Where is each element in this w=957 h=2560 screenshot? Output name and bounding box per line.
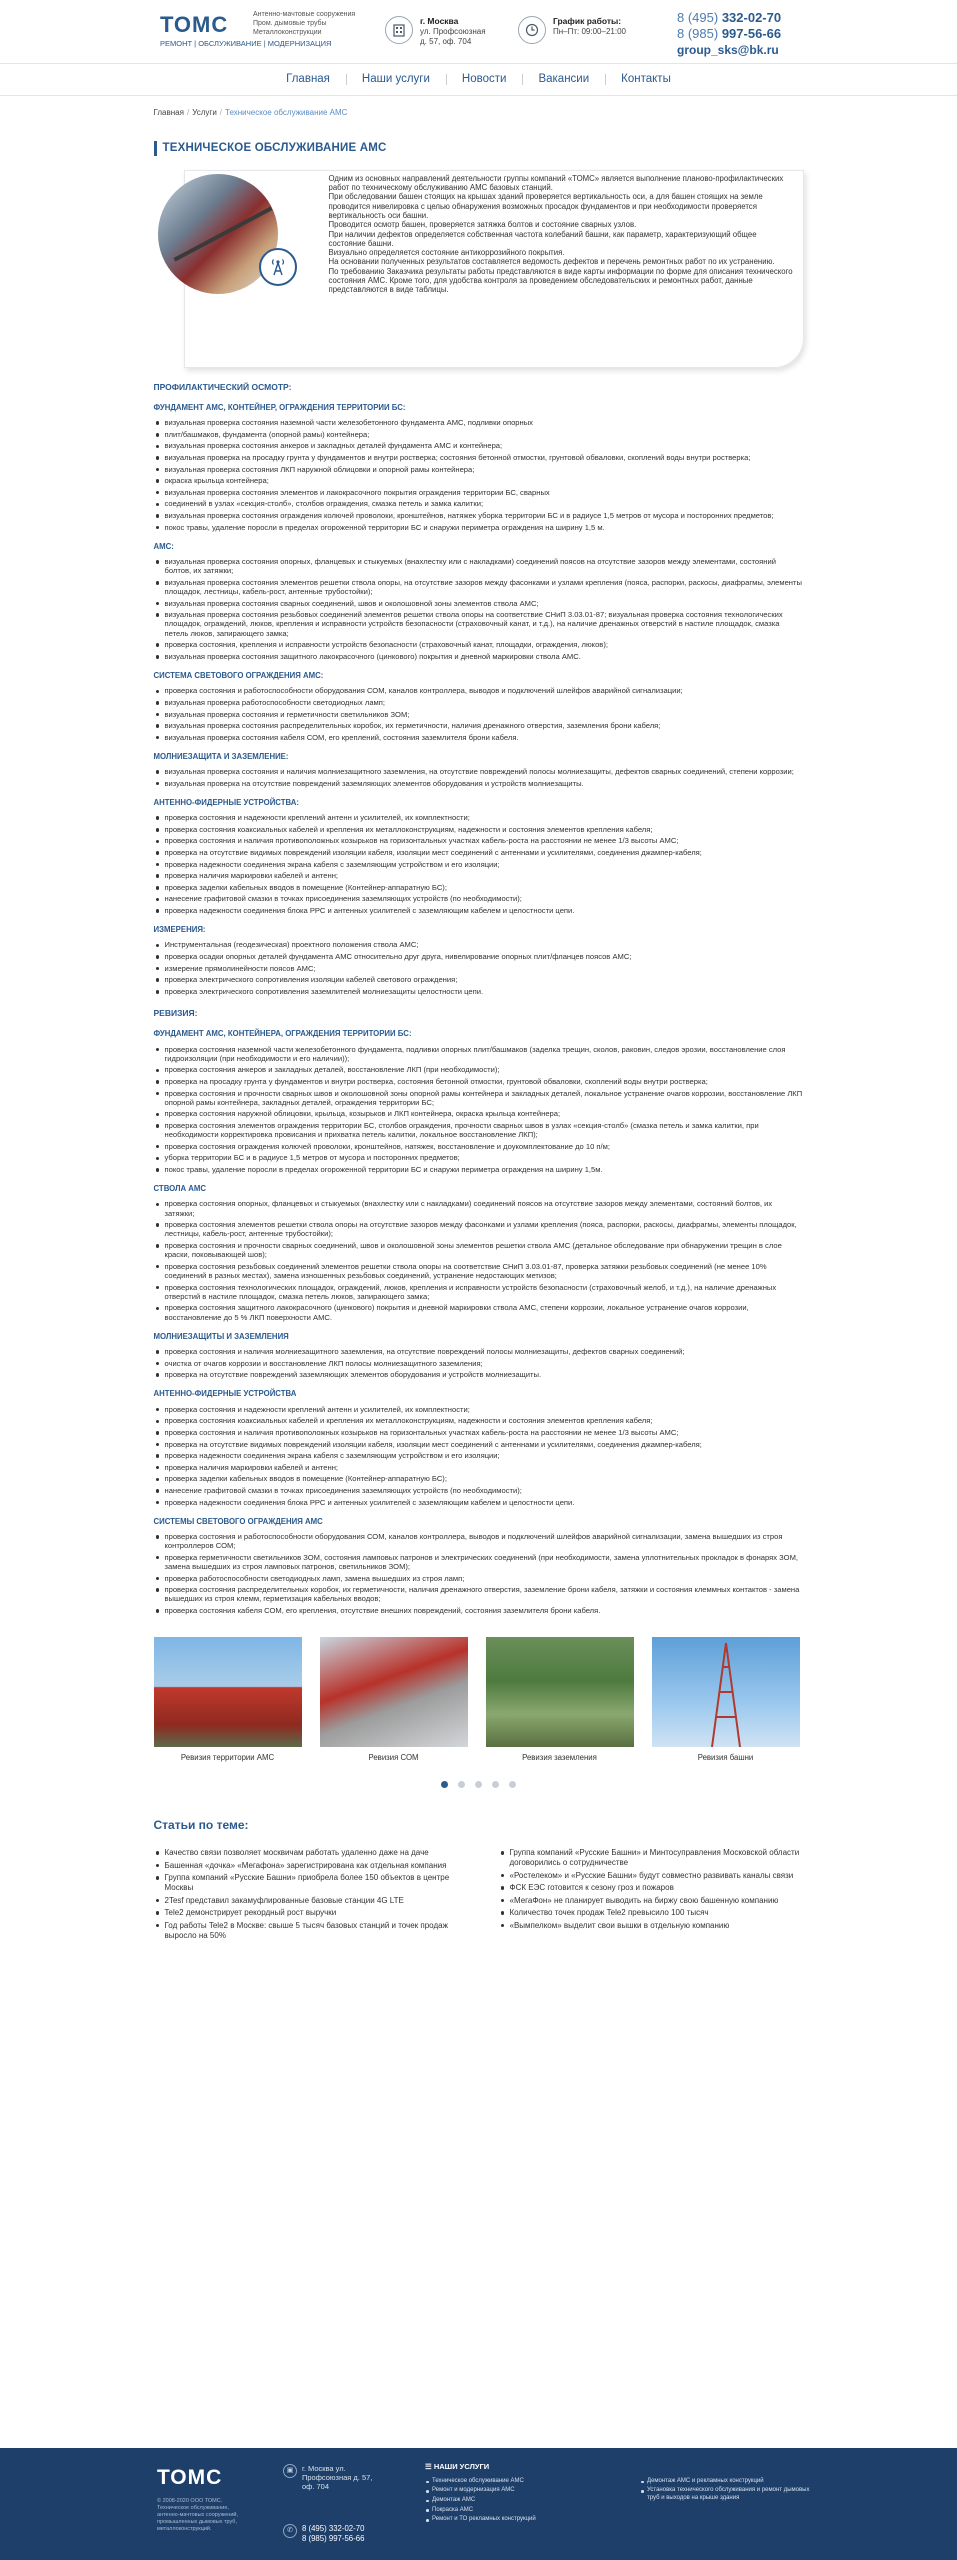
gallery-dot[interactable] <box>509 1781 516 1788</box>
intro-block <box>154 170 804 370</box>
footer-phone[interactable]: 8 (985) 997-56-66 <box>302 2533 365 2543</box>
list-icon: ☰ <box>425 2462 432 2471</box>
email-link[interactable]: group_sks@bk.ru <box>677 43 779 57</box>
list-item: покос травы, удаление поросли в пределах огороженной территории БС и снаружи периметра ограждения на ширину 1,5 м. <box>154 523 804 532</box>
article-link[interactable]: «МегаФон» не планирует выводить на биржу свою башенную компанию <box>499 1896 804 1906</box>
group-list <box>154 813 804 915</box>
list-item: проверка состояния наземной части железобетонного фундамента, подливки опорных плит/башмаков (заделка трещин, сколов, раковин, следов эрозии, восстановление слоя гидроизоляции (при необходимости и его наличии)); <box>154 1045 804 1063</box>
list-item: проверка состояния опорных, фланцевых и стыкуемых (внахлестку или с накладками) соединений поясов на отсутствие зазоров между элементами, состояний болтов, их затяжки; <box>154 1199 804 1217</box>
list-item: проверка работоспособности светодиодных ламп, замена вышедших из строя ламп; <box>154 1574 804 1583</box>
list-item: проверка герметичности светильников ЗОМ, состояния ламповых патронов и электрических соединений (при необходимости, замена уплотнительных прокладок в фонарях ЗОМ, замена вышедших из строя ламповых патронов, светильников ЗОМ); <box>154 1553 804 1571</box>
group-heading: ФУНДАМЕНТ АМС, КОНТЕЙНЕРА, ОГРАЖДЕНИЯ ТЕРРИТОРИИ БС: <box>153 1029 412 1039</box>
list-item: проверка состояния и работоспособности оборудования СОМ, каналов контроллера, выводов и подключений шлейфов аварийной сигнализации; <box>154 686 804 695</box>
list-item: проверка на отсутствие видимых повреждений изоляции кабеля, изоляции мест соединений с антеннами и усилителями, соединения джампер-кабеля; <box>154 1440 804 1449</box>
list-item: проверка состояния защитного лакокрасочного (цинкового) покрытия и дневной маркировки ствола АМС, степени коррозии, локальное устранение очагов коррозии, восстановление до 5 % ЛКП поверхности АМС. <box>154 1303 804 1321</box>
gallery-image <box>486 1637 634 1747</box>
list-item: проверка состояния коаксиальных кабелей и крепления их металлоконструкциям, надежности и состояния элементов крепления кабеля; <box>154 825 804 834</box>
footer-service-link[interactable]: Демонтаж АМС и рекламных конструкций <box>640 2478 815 2486</box>
list-item: проверка на отсутствие повреждений заземляющих элементов оборудования и устройств молниезащиты. <box>154 1370 804 1379</box>
footer-service-link[interactable]: Покраска АМС <box>425 2507 600 2515</box>
antenna-icon <box>259 248 297 286</box>
footer-service-link[interactable]: Ремонт и модернизация АМС <box>425 2487 600 2495</box>
list-item: соединений в узлах «секция-столб», столбов ограждения, смазка петель и замка калитки; <box>154 499 804 508</box>
list-item: проверка электрического сопротивления изоляции кабелей светового ограждения; <box>154 975 804 984</box>
group-heading: СИСТЕМА СВЕТОВОГО ОГРАЖДЕНИЯ АМС: <box>153 671 324 681</box>
nav-item-news[interactable]: Новости <box>446 72 523 87</box>
list-item: проверка состояния, крепления и исправности устройств безопасности (страховочный канат, площадки, ограждения, люков); <box>154 640 804 649</box>
footer-phone[interactable]: 8 (495) 332-02-70 <box>302 2524 365 2533</box>
list-item: визуальная проверка состояния элементов решетки ствола опоры, на отсутствие зазоров между фасонками и узлами крепления (пояса, распорки, раскосы, диафрагмы, элементы площадок, лестницы, кабель-рост, антенные трубостойки); <box>154 578 804 596</box>
group-heading: СТВОЛА АМС <box>153 1184 207 1194</box>
gallery-item[interactable] <box>486 1637 634 1763</box>
intro-paragraph: Визуально определяется состояние антикоррозийного покрытия. <box>328 248 565 258</box>
section-heading: РЕВИЗИЯ: <box>153 1008 198 1019</box>
article-link[interactable]: Группа компаний «Русские Башни» и Минтосуправления Московской области договорились о сотрудничестве <box>499 1848 804 1868</box>
group-heading: МОЛНИЕЗАЩИТЫ И ЗАЗЕМЛЕНИЯ <box>153 1331 289 1341</box>
article-link[interactable]: 2Tesf представил закамуфлированные базовые станции 4G LTE <box>154 1896 459 1906</box>
group-list <box>154 940 804 996</box>
group-list <box>154 1532 804 1615</box>
footer-services <box>425 2462 815 2526</box>
gallery-item[interactable] <box>320 1637 468 1763</box>
clock-icon <box>518 16 546 44</box>
list-item: визуальная проверка состояния ЛКП наружной облицовки и опорной рамы контейнера; <box>154 465 804 474</box>
group-list <box>154 418 804 532</box>
list-item: проверка состояния коаксиальных кабелей и крепления их металлоконструкциям, надежности и состояния элементов крепления кабеля; <box>154 1416 804 1425</box>
phone-number: 332-02-70 <box>721 10 782 25</box>
gallery-item[interactable] <box>652 1637 800 1763</box>
header-schedule <box>518 16 626 44</box>
list-item: покос травы, удаление поросли в пределах огороженной территории БС и снаружи периметра ограждения на ширину 1,5м. <box>154 1165 804 1174</box>
list-item: проверка надежности соединения экрана кабеля с заземляющим устройством и его изоляции; <box>154 1451 804 1460</box>
footer-service-link[interactable]: Установка технического обслуживания и ремонт дымовых труб и выходов на крыше здания <box>640 2487 815 2502</box>
list-item: проверка на отсутствие видимых повреждений изоляции кабеля, изоляции мест соединений с антеннами и усилителями, соединения джампер-кабеля; <box>154 848 804 857</box>
breadcrumb-services[interactable]: Услуги <box>192 108 217 117</box>
related-articles <box>154 1818 804 1943</box>
list-item: проверка наличия маркировки кабелей и антенн; <box>154 871 804 880</box>
footer-copyright: © 2008-2020 ООО ТОМС. Техническое обслуживание, антенно-мачтовых сооружений, промышленных дымовых труб, металлоконструкций. <box>157 2498 239 2532</box>
gallery-dot[interactable] <box>492 1781 499 1788</box>
list-item: проверка состояния технологических площадок, ограждений, люков, крепления и исправности устройств безопасности (страховочный желоб, и т.д.), на наличие дренажных отверстий в настиле площадок, смазка петель люков, запирающего замка; <box>154 1283 804 1301</box>
list-item: проверка заделки кабельных вводов в помещение (Контейнер-аппаратную БС); <box>154 883 804 892</box>
list-item: проверка состояния распределительных коробок, их герметичности, наличия дренажного отверстия, заземление брони кабеля, затяжки и состояния клеммных контактов - замена вышедших из строя клемм, герметизация кабельных вводов; <box>154 1585 804 1603</box>
footer-address <box>283 2464 377 2491</box>
building-icon: ▣ <box>283 2464 297 2478</box>
list-item: проверка надежности соединения экрана кабеля с заземляющим устройством и его изоляции; <box>154 860 804 869</box>
intro-paragraph: На основании полученных результатов составляется ведомость дефектов и перечень ремонтных работ по их устранению. <box>328 257 775 267</box>
list-item: проверка состояния наружной облицовки, крыльца, козырьков и ЛКП контейнера, окраска крыльца контейнера; <box>154 1109 804 1118</box>
footer-services-right <box>640 2478 815 2526</box>
list-item: проверка надежности соединения блока РРС и антенных усилителей с заземляющим кабелем и целостности цепи. <box>154 906 804 915</box>
list-item: визуальная проверка состояния анкеров и закладных деталей фундамента АМС и контейнера; <box>154 441 804 450</box>
group-list <box>154 1199 804 1321</box>
gallery-image <box>154 1637 302 1747</box>
group-heading: АМС: <box>153 541 174 551</box>
gallery-dot[interactable] <box>458 1781 465 1788</box>
intro-paragraph: При наличии дефектов определяется собственная частота колебаний башни, как параметр, характеризующий общее состояние башни. <box>328 229 757 248</box>
article-link[interactable]: Группа компаний «Русские Башни» приобрела более 150 объектов в центре Москвы <box>154 1873 459 1893</box>
gallery-caption: Ревизия башни <box>697 1753 754 1763</box>
group-list <box>154 557 804 661</box>
service-sections <box>154 382 804 1615</box>
list-item: проверка состояния элементов решетки ствола опоры на отсутствие зазоров между фасонками и узлами крепления (пояса, распорки, раскосы, диафрагмы, элементы площадок, лестницы, кабель-рост, антенные трубостойки); <box>154 1220 804 1238</box>
footer-services-left <box>425 2478 600 2526</box>
list-item: нанесение графитовой смазки в точках присоединения заземляющих устройств (по необходимости); <box>154 894 804 903</box>
article-link[interactable]: «Вымпелком» выделит свои вышки в отдельную компанию <box>499 1921 804 1931</box>
phone-prefix: 8 (495) <box>677 10 719 25</box>
intro-paragraph: Одним из основных направлений деятельности группы компаний «ТОМС» является выполнение планово-профилактических работ по техническому обслуживанию АМС базовых станций. <box>328 173 784 193</box>
schedule-title: График работы: <box>553 16 622 26</box>
list-item: проверка состояния элементов ограждения территории БС, столбов ограждения, прочности сварных швов в узлах «секция-столб» (смазка петель и замка калитки, при необходимости корректировка провисания и прихватка петель калитки, локальное восстановление ЛКП); <box>154 1121 804 1139</box>
list-item: проверка состояния и надежности креплений антенн и усилителей, их комплектности; <box>154 813 804 822</box>
list-item: проверка состояния кабеля СОМ, его крепления, отсутствие внешних повреждений, состояния заземлителя брони кабеля. <box>154 1606 804 1615</box>
intro-paragraph: По требованию Заказчика результаты работы представляются в виде карты информации по форме для описания технического состояния АМС. Кроме того, для удобства контроля за проведением обследовательских и ремонтных работ, данные представляются в виде таблицы. <box>328 266 793 295</box>
list-item: визуальная проверка на просадку грунта у фундаментов и внутри ростверка; состояния бетонной отмостки, грунтовой обваловки, скоплений воды внутри ростверка; <box>154 453 804 462</box>
phone-link[interactable] <box>677 26 781 42</box>
group-list <box>154 686 804 742</box>
list-item: проверка состояния и наличия противоположных козырьков на горизонтальных участках кабель-роста на расстоянии не менее 1/3 высоты АМС; <box>154 836 804 845</box>
nav-item-contacts[interactable]: Контакты <box>605 72 687 87</box>
list-item: уборка территории БС и в радиусе 1,5 метров от мусора и посторонних предметов; <box>154 1153 804 1162</box>
nav-item-services[interactable]: Наши услуги <box>346 72 446 87</box>
article-link[interactable]: Качество связи позволяет москвичам работать удаленно даже на даче <box>154 1848 459 1858</box>
address-line: ул. Профсоюзная <box>420 27 486 36</box>
list-item: проверка состояния и прочности сварных соединений, швов и околошовной зоны элементов решетки ствола АМС (детальное обследование при обнаружении трещин в слое краски, поковывающей шов); <box>154 1241 804 1259</box>
header-tagline <box>253 10 363 37</box>
tagline-line: Антенно-мачтовые сооружения <box>253 11 356 18</box>
footer-address-text: г. Москва ул. Профсоюзная д. 57, оф. 704 <box>302 2464 373 2491</box>
gallery-image <box>652 1637 800 1747</box>
article-link[interactable]: Tele2 демонстрирует рекордный рост выручки <box>154 1908 459 1918</box>
list-item: визуальная проверка состояния сварных соединений, швов и околошовной зоны элементов ствола АМС; <box>154 599 804 608</box>
phone-icon: ✆ <box>283 2524 297 2538</box>
group-list <box>154 767 804 788</box>
list-item: Инструментальная (геодезическая) проектного положения ствола АМС; <box>154 940 804 949</box>
articles-title: Статьи по теме: <box>153 1818 249 1833</box>
page-title: ТЕХНИЧЕСКОЕ ОБСЛУЖИВАНИЕ АМС <box>154 141 804 156</box>
list-item: визуальная проверка работоспособности светодиодных ламп; <box>154 698 804 707</box>
breadcrumb-home[interactable]: Главная <box>153 108 184 117</box>
group-list <box>154 1347 804 1379</box>
footer-phones <box>283 2524 364 2543</box>
group-list <box>154 1405 804 1507</box>
header-address <box>385 16 486 47</box>
intro-paragraph: Проводится осмотр башен, проверяется затяжка болтов и состояние сварных узлов. <box>328 220 637 230</box>
service-section <box>154 1008 804 1615</box>
phone-prefix: 8 (985) <box>677 26 719 41</box>
group-heading: АНТЕННО-ФИДЕРНЫЕ УСТРОЙСТВА: <box>153 797 299 807</box>
list-item: визуальная проверка состояния распределительных коробок, их герметичности, наличия дренажного отверстия, заземления брони кабеля; <box>154 721 804 730</box>
list-item: нанесение графитовой смазки в точках присоединения заземляющих устройств (по необходимости); <box>154 1486 804 1495</box>
intro-paragraph: При обследовании башен стоящих на крышах зданий проверяется вертикальность оси, а для башен стоящих на земле проводится нивелировка с целью обнаружения возможных просадок фундаментов и при необходимости проверяется вертикальность оси башни. <box>328 192 763 220</box>
intro-photo <box>158 174 278 294</box>
list-item: визуальная проверка состояния ограждения колючей проволоки, кронштейнов, натяжек уборка территории БС и в радиусе 1,5 метров от мусора и посторонних предметов; <box>154 511 804 520</box>
photo-gallery <box>154 1637 804 1767</box>
list-item: проверка состояния и надежности креплений антенн и усилителей, их комплектности; <box>154 1405 804 1414</box>
logo-subtitle: РЕМОНТ | ОБСЛУЖИВАНИЕ | МОДЕРНИЗАЦИЯ <box>160 39 332 48</box>
gallery-dot[interactable] <box>441 1781 448 1788</box>
tagline-line: Металлоконструкции <box>253 29 322 36</box>
gallery-caption: Ревизия заземления <box>522 1753 597 1763</box>
service-section <box>154 382 804 996</box>
article-link[interactable]: «Ростелеком» и «Русские Башни» будут совместно развивать каналы связи <box>499 1871 804 1881</box>
footer-services-title <box>425 2462 815 2472</box>
footer-services-title-text: НАШИ УСЛУГИ <box>433 2462 490 2471</box>
footer-service-link[interactable]: Ремонт и ТО рекламных конструкций <box>425 2516 600 2524</box>
nav-item-vacancies[interactable]: Вакансии <box>522 72 605 87</box>
list-item: плит/башмаков, фундамента (опорной рамы) контейнера; <box>154 430 804 439</box>
site-header <box>0 0 957 64</box>
list-item: проверка заделки кабельных вводов в помещение (Контейнер-аппаратную БС); <box>154 1474 804 1483</box>
list-item: проверка состояния и наличия молниезащитного заземления, на отсутствие повреждений полосы молниезащиты, дефектов сварных соединений; <box>154 1347 804 1356</box>
list-item: визуальная проверка состояния и герметичности светильников ЗОМ; <box>154 710 804 719</box>
list-item: проверка электрического сопротивления заземлителей молниезащиты целостности цепи. <box>154 987 804 996</box>
address-line: д. 57, оф. 704 <box>420 37 472 46</box>
logo-text: ТОМС <box>160 12 229 37</box>
list-item: проверка надежности соединения блока РРС и антенных усилителей с заземляющим кабелем и целостности цепи. <box>154 1498 804 1507</box>
list-item: проверка состояния и наличия противоположных козырьков на горизонтальных участках кабель-роста на расстоянии не менее 1/3 высоты АМС; <box>154 1428 804 1437</box>
list-item: проверка осадки опорных деталей фундамента АМС относительно друг друга, нивелирование опорных плит/фланцев поясов АМС; <box>154 952 804 961</box>
list-item: проверка наличия маркировки кабелей и антенн; <box>154 1463 804 1472</box>
list-item: проверка на просадку грунта у фундаментов и внутри ростверка, состояния бетонной отмостки, грунтовой обваловки, скоплений воды внутри ростверка; <box>154 1077 804 1086</box>
schedule-value: Пн–Пт: 09:00–21:00 <box>553 27 626 36</box>
phone-link[interactable] <box>677 10 781 26</box>
breadcrumb-current: Техническое обслуживание АМС <box>225 108 348 117</box>
group-list <box>154 1045 804 1175</box>
articles-list-right <box>499 1848 804 1931</box>
footer-service-link[interactable]: Техническое обслуживание АМС <box>425 2478 600 2486</box>
list-item: очистка от очагов коррозии и восстановление ЛКП полосы молниезащитного заземления; <box>154 1359 804 1368</box>
list-item: визуальная проверка состояния и наличия молниезащитного заземления, на отсутствие повреждений полосы молниезащиты, дефектов сварных соединений, степени коррозии; <box>154 767 804 776</box>
gallery-caption: Ревизия территории АМС <box>180 1753 275 1763</box>
main-nav <box>0 64 957 96</box>
list-item: проверка состояния и прочности сварных швов и околошовной зоны опорной рамы контейнера и закладных деталей, локальное устранение очагов коррозии, восстановление ЛКП опорной рамы контейнера, закладных деталей, ограждения территории БС; <box>154 1089 804 1107</box>
nav-item-home[interactable]: Главная <box>286 72 330 85</box>
articles-list-left <box>154 1848 459 1941</box>
group-heading: ФУНДАМЕНТ АМС, КОНТЕЙНЕР, ОГРАЖДЕНИЯ ТЕРРИТОРИИ БС: <box>153 402 406 412</box>
gallery-pagination <box>154 1781 804 1788</box>
address-city: г. Москва <box>420 16 459 26</box>
gallery-item[interactable] <box>154 1637 302 1763</box>
list-item: проверка состояния анкеров и закладных деталей, восстановление ЛКП (при необходимости); <box>154 1065 804 1074</box>
intro-text <box>329 174 794 295</box>
article-link[interactable]: Количество точек продаж Tele2 превысило 100 тысяч <box>499 1908 804 1918</box>
list-item: визуальная проверка состояния опорных, фланцевых и стыкуемых (внахлестку или с накладками) соединений поясов на отсутствие зазоров между элементами, состояний болтов, их затяжки; <box>154 557 804 575</box>
gallery-caption: Ревизия СОМ <box>368 1753 419 1763</box>
phone-number: 997-56-66 <box>721 26 782 41</box>
group-heading: АНТЕННО-ФИДЕРНЫЕ УСТРОЙСТВА <box>153 1389 297 1399</box>
list-item: визуальная проверка состояния элементов и лакокрасочного покрытия ограждения территории БС, сварных <box>154 488 804 497</box>
gallery-dot[interactable] <box>475 1781 482 1788</box>
list-item: измерение прямолинейности поясов АМС; <box>154 964 804 973</box>
section-heading: ПРОФИЛАКТИЧЕСКИЙ ОСМОТР: <box>153 381 292 392</box>
article-link[interactable]: Башенная «дочка» «Мегафона» зарегистрирована как отдельная компания <box>154 1861 459 1871</box>
footer-logo[interactable]: ТОМС <box>157 2466 223 2489</box>
list-item: проверка состояния резьбовых соединений элементов решетки ствола опоры на соответствие СНиП 3.03.01-87, проверка затяжки резьбовых соединений (не менее 10% соединений в разных местах), замена изношенных резьбовых соединений, устранение недостающих метизов; <box>154 1262 804 1280</box>
list-item: визуальная проверка состояния кабеля СОМ, его креплений, состояния заземлителя брони кабеля. <box>154 733 804 742</box>
list-item: проверка состояния и работоспособности оборудования СОМ, каналов контроллера, выводов и подключений шлейфов аварийной сигнализации, замена вышедших из строя контроллеров СОМ; <box>154 1532 804 1550</box>
group-heading: МОЛНИЕЗАЩИТА И ЗАЗЕМЛЕНИЕ: <box>153 751 289 761</box>
group-heading: СИСТЕМЫ СВЕТОВОГО ОГРАЖДЕНИЯ АМС <box>153 1516 323 1526</box>
list-item: визуальная проверка состояния резьбовых соединений элементов решетки ствола опоры на соответствие СНиП 3.03.01-87; визуальная проверка состояния технологических площадок, ограждений, люков, крепления и исправности устройств безопасности (страховочный канат, и т.д.), на наличие дренажных отверстий в настиле площадок, смазка петель люков, запирающего замка; <box>154 610 804 638</box>
list-item: проверка состояния ограждения колючей проволоки, кронштейнов, натяжек, восстановление и доукомплектование до 10 п/м; <box>154 1142 804 1151</box>
gallery-image <box>320 1637 468 1747</box>
article-link[interactable]: ФСК ЕЭС готовится к сезону гроз и пожаров <box>499 1883 804 1893</box>
group-heading: ИЗМЕРЕНИЯ: <box>153 925 206 935</box>
breadcrumb: Главная / Услуги / Техническое обслуживание АМС <box>153 108 348 117</box>
building-icon <box>385 16 413 44</box>
list-item: окраска крыльца контейнера; <box>154 476 804 485</box>
list-item: визуальная проверка состояния защитного лакокрасочного (цинкового) покрытия и дневной маркировки ствола АМС. <box>154 652 804 661</box>
tagline-line: Пром. дымовые трубы <box>253 20 327 27</box>
footer-service-link[interactable]: Демонтаж АМС <box>425 2497 600 2505</box>
site-footer <box>0 2448 957 2560</box>
list-item: визуальная проверка на отсутствие повреждений заземляющих элементов оборудования и устройств молниезащиты. <box>154 779 804 788</box>
article-link[interactable]: Год работы Tele2 в Москве: свыше 5 тысяч базовых станций и точек продаж выросло на 50% <box>154 1921 459 1941</box>
content <box>154 108 804 1943</box>
list-item: визуальная проверка состояния наземной части железобетонного фундамента АМС, подливки опорных <box>154 418 804 427</box>
header-contacts <box>677 10 781 58</box>
